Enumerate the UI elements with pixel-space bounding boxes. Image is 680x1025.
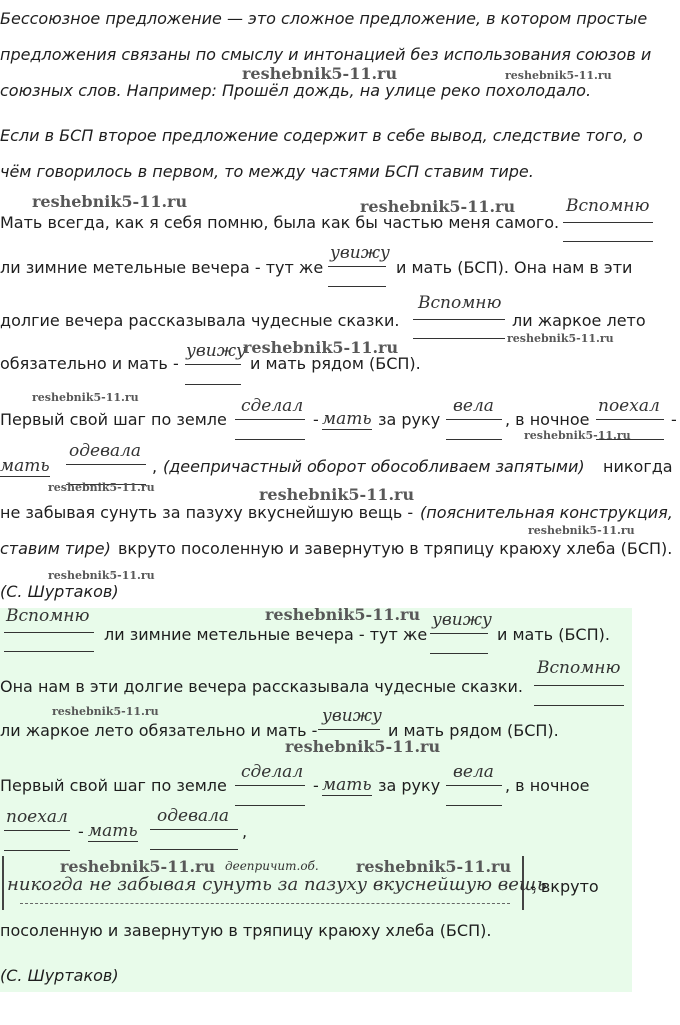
blank-line <box>413 338 505 339</box>
blank-line <box>413 319 505 320</box>
handwritten-verb: Вспомню <box>537 658 621 678</box>
watermark: reshebnik5-11.ru <box>52 705 159 718</box>
watermark: reshebnik5-11.ru <box>243 338 399 357</box>
watermark: reshebnik5-11.ru <box>32 192 188 211</box>
blank-line <box>235 419 305 420</box>
comma: , <box>242 822 248 841</box>
blank-line <box>150 829 238 830</box>
handwritten-subject: мать <box>0 456 50 476</box>
watermark: reshebnik5-11.ru <box>507 332 614 345</box>
watermark: reshebnik5-11.ru <box>32 391 139 404</box>
watermark: reshebnik5-11.ru <box>265 605 421 624</box>
blank-line <box>446 419 502 420</box>
handwritten-verb: сделал <box>241 396 304 416</box>
handwritten-verb: поехал <box>598 396 660 416</box>
dash: - <box>671 410 677 429</box>
task-comment-3: ставим тире) <box>0 539 111 558</box>
intro-line-1: Бессоюзное предложение — это сложное предложение, в котором простые <box>0 9 648 28</box>
watermark: reshebnik5-11.ru <box>259 485 415 504</box>
blank-line <box>446 785 502 786</box>
task-line-5c: , в ночное <box>505 410 590 429</box>
blank-line <box>66 464 146 465</box>
blank-line <box>318 729 380 730</box>
comma: , <box>152 457 158 476</box>
watermark: reshebnik5-11.ru <box>528 524 635 537</box>
task-line-3b: ли жаркое лето <box>512 311 646 330</box>
blank-line <box>534 685 624 686</box>
answer-line-4b: за руку <box>378 776 441 795</box>
answer-line-4c: , в ночное <box>505 776 590 795</box>
task-line-5a: Первый свой шаг по земле <box>0 410 227 429</box>
handwritten-verb: Вспомню <box>566 196 650 216</box>
blank-line <box>235 439 305 440</box>
handwritten-verb: поехал <box>6 807 68 827</box>
handwritten-verb: увижу <box>432 610 492 630</box>
task-line-6c: никогда <box>603 457 673 476</box>
task-line-1: Мать всегда, как я себя помню, была как бы частью меня самого. <box>0 213 560 232</box>
watermark: reshebnik5-11.ru <box>285 737 441 756</box>
blank-line <box>596 419 664 420</box>
watermark: reshebnik5-11.ru <box>505 69 612 82</box>
blank-line <box>446 439 502 440</box>
phrase-underline <box>20 903 510 904</box>
handwritten-verb: одевала <box>157 806 230 826</box>
answer-line-3a: ли жаркое лето обязательно и мать - <box>0 721 318 740</box>
intro-line-3: союзных слов. Например: Прошёл дождь, на улице реко похолодало. <box>0 81 592 100</box>
answer-line-7a: посоленную и завернутую в тряпицу краюху хлеба (БСП). <box>0 921 492 940</box>
handwritten-verb: одевала <box>69 441 142 461</box>
author: (С. Шуртаков) <box>0 582 119 601</box>
task-line-4a: обязательно и мать - <box>0 354 179 373</box>
blank-line <box>328 286 386 287</box>
handwritten-verb: Вспомню <box>6 606 90 626</box>
answer-line-1b: и мать (БСП). <box>497 625 610 644</box>
blank-line <box>4 850 70 851</box>
handwritten-subject: мать <box>322 775 372 795</box>
task-line-8b: вкруто посоленную и завернутую в тряпицу краюху хлеба (БСП). <box>118 539 673 558</box>
blank-line <box>563 241 653 242</box>
blank-line <box>235 805 305 806</box>
task-line-3a: долгие вечера рассказывала чудесные сказки. <box>0 311 400 330</box>
dash: - <box>313 410 319 429</box>
watermark: reshebnik5-11.ru <box>524 429 631 442</box>
handwritten-verb: увижу <box>330 243 390 263</box>
handwritten-subject: мать <box>88 821 138 841</box>
handwritten-verb: увижу <box>186 341 246 361</box>
handwritten-verb: вела <box>453 396 494 416</box>
blank-line <box>563 222 653 223</box>
intro-line-5: чём говорилось в первом, то между частями БСП ставим тире. <box>0 162 534 181</box>
watermark: reshebnik5-11.ru <box>356 857 512 876</box>
blank-line <box>4 632 94 633</box>
handwritten-subject: мать <box>322 409 372 429</box>
blank-line <box>4 830 70 831</box>
intro-line-4: Если в БСП второе предложение содержит в себе вывод, следствие того, о <box>0 126 643 145</box>
dash: - <box>313 776 319 795</box>
task-comment-1: (деепричастный оборот обособливаем запятыми) <box>163 457 585 476</box>
blank-line <box>185 364 241 365</box>
phrase-note: деепричит.об. <box>225 859 319 873</box>
watermark: reshebnik5-11.ru <box>242 64 398 83</box>
answer-author: (С. Шуртаков) <box>0 966 119 985</box>
intro-line-2: предложения связаны по смыслу и интонацией без использования союзов и <box>0 45 652 64</box>
blank-line <box>235 785 305 786</box>
blank-line <box>534 705 624 706</box>
watermark: reshebnik5-11.ru <box>60 857 216 876</box>
blank-line <box>430 633 488 634</box>
answer-line-3b: и мать рядом (БСП). <box>388 721 559 740</box>
task-line-2b: и мать (БСП). Она нам в эти <box>396 258 633 277</box>
watermark: reshebnik5-11.ru <box>360 197 516 216</box>
task-line-4b: и мать рядом (БСП). <box>250 354 421 373</box>
task-comment-2: (пояснительная конструкция, <box>420 503 673 522</box>
dash: - <box>78 822 84 841</box>
answer-line-1a: ли зимние метельные вечера - тут же <box>104 625 428 644</box>
answer-line-6a: - вкруто <box>530 877 599 896</box>
blank-line <box>328 266 386 267</box>
blank-line <box>446 805 502 806</box>
answer-line-2a: Она нам в эти долгие вечера рассказывала чудесные сказки. <box>0 677 523 696</box>
handwritten-verb: Вспомню <box>418 293 502 313</box>
handwritten-verb: увижу <box>322 706 382 726</box>
task-line-5b: за руку <box>378 410 441 429</box>
blank-line <box>185 384 241 385</box>
handwritten-verb: вела <box>453 762 494 782</box>
blank-line <box>430 653 488 654</box>
blank-line <box>4 651 94 652</box>
task-line-2a: ли зимние метельные вечера - тут же <box>0 258 324 277</box>
participle-phrase: никогда не забывая сунуть за пазуху вкуснейшую вещь <box>7 874 547 895</box>
watermark: reshebnik5-11.ru <box>48 569 155 582</box>
answer-line-4a: Первый свой шаг по земле <box>0 776 227 795</box>
watermark: reshebnik5-11.ru <box>48 481 155 494</box>
task-line-7a: не забывая сунуть за пазуху вкуснейшую вещь - <box>0 503 414 522</box>
handwritten-verb: сделал <box>241 762 304 782</box>
blank-line <box>150 849 238 850</box>
